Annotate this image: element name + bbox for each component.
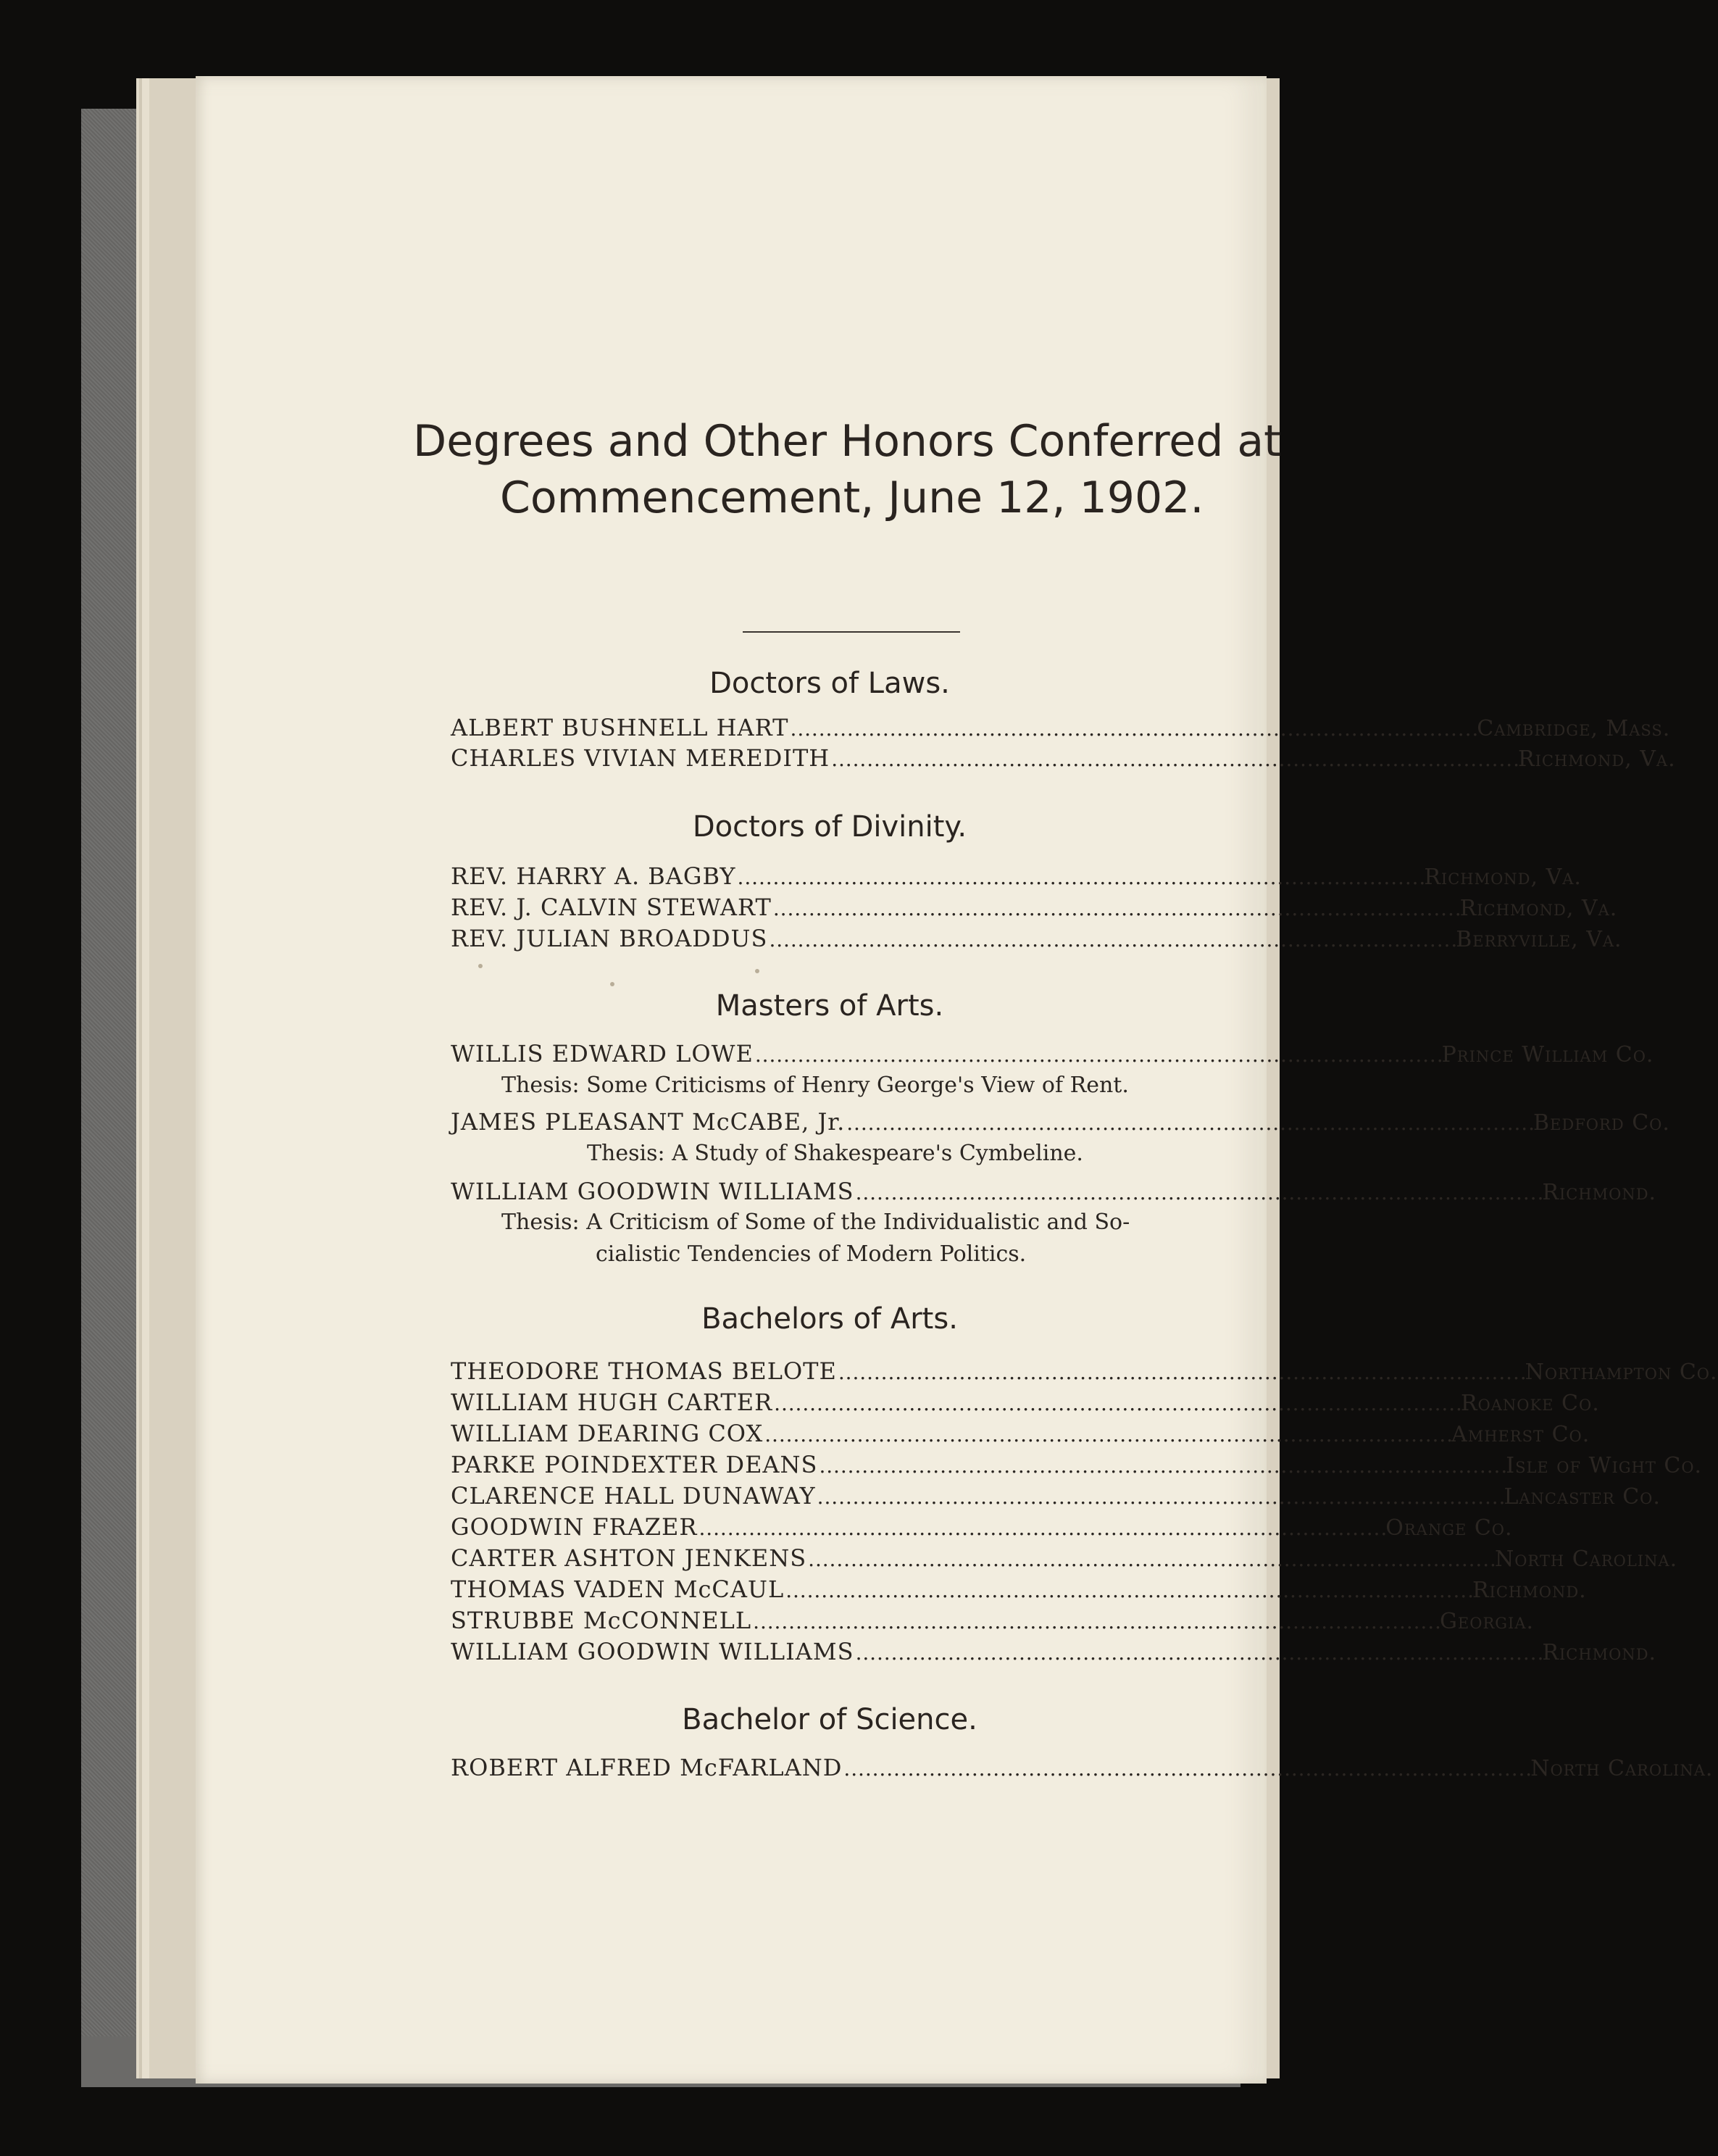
entry-name: ALBERT BUSHNELL HART bbox=[451, 714, 789, 741]
leader-dots bbox=[843, 1757, 1529, 1781]
leader-dots bbox=[846, 1111, 1532, 1135]
entry-row bbox=[451, 1040, 1654, 1067]
leader-dots bbox=[819, 1454, 1504, 1478]
title-line-1: Degrees and Other Honors Conferred at bbox=[413, 416, 1281, 467]
leader-dots bbox=[808, 1547, 1493, 1571]
entry-row bbox=[451, 1451, 1703, 1478]
entry-name: WILLIAM GOODWIN WILLIAMS bbox=[451, 1638, 854, 1665]
entry-row bbox=[451, 1420, 1590, 1447]
entry-row bbox=[451, 744, 1676, 772]
title-line-2: Commencement, June 12, 1902. bbox=[500, 473, 1204, 523]
entry-name: REV. J. CALVIN STEWART bbox=[451, 894, 772, 921]
entry-place: North Carolina. bbox=[1530, 1756, 1714, 1781]
entry-name: WILLIAM HUGH CARTER bbox=[451, 1389, 773, 1416]
entry-name: THEODORE THOMAS BELOTE bbox=[451, 1357, 837, 1385]
leader-dots bbox=[831, 747, 1517, 771]
entry-place: Richmond, Va. bbox=[1424, 865, 1582, 890]
entry-place: Prince William Co. bbox=[1441, 1042, 1654, 1067]
heading-masters-of-arts: Masters of Arts. bbox=[715, 989, 944, 1023]
entry-name: CARTER ASHTON JENKENS bbox=[451, 1544, 807, 1572]
thesis-line: Thesis: A Study of Shakespeare's Cymbeline. bbox=[587, 1141, 1083, 1166]
title-rule bbox=[743, 631, 960, 633]
entry-place: Richmond, Va. bbox=[1517, 746, 1676, 772]
entry-row bbox=[451, 714, 1671, 741]
entry-place: Richmond, Va. bbox=[1459, 896, 1618, 921]
entry-row bbox=[451, 1482, 1661, 1510]
leader-dots bbox=[856, 1181, 1541, 1204]
leader-dots bbox=[838, 1360, 1524, 1384]
entry-place: North Carolina. bbox=[1494, 1547, 1678, 1572]
leader-dots bbox=[817, 1485, 1503, 1509]
entry-name: WILLIAM GOODWIN WILLIAMS bbox=[451, 1178, 854, 1205]
entry-name: ROBERT ALFRED McFARLAND bbox=[451, 1754, 843, 1781]
paper-speck bbox=[478, 964, 483, 968]
leader-dots bbox=[755, 1043, 1440, 1067]
leader-dots bbox=[774, 1391, 1459, 1415]
leader-dots bbox=[856, 1641, 1541, 1665]
thesis-line: cialistic Tendencies of Modern Politics. bbox=[596, 1241, 1027, 1267]
entry-place: Amherst Co. bbox=[1451, 1422, 1590, 1447]
entry-place: Bedford Co. bbox=[1533, 1110, 1670, 1136]
heading-doctors-of-divinity: Doctors of Divinity. bbox=[692, 810, 967, 844]
page-title bbox=[413, 413, 1283, 526]
entry-name: CHARLES VIVIAN MEREDITH bbox=[451, 744, 830, 772]
entry-place: Richmond. bbox=[1472, 1578, 1587, 1603]
entry-place: Cambridge, Mass. bbox=[1477, 716, 1671, 741]
page-content bbox=[196, 76, 1718, 2084]
entry-row bbox=[451, 1607, 1535, 1634]
entry-place: Georgia. bbox=[1439, 1609, 1535, 1634]
entry-name: GOODWIN FRAZER bbox=[451, 1513, 698, 1541]
heading-bachelors-of-arts: Bachelors of Arts. bbox=[701, 1302, 958, 1336]
entry-place: Berryville, Va. bbox=[1456, 927, 1622, 952]
entry-row bbox=[451, 1513, 1513, 1541]
entry-place: Lancaster Co. bbox=[1504, 1484, 1661, 1510]
entry-name: THOMAS VADEN McCAUL bbox=[451, 1576, 785, 1603]
entry-row bbox=[451, 1754, 1714, 1781]
leader-dots bbox=[773, 896, 1459, 920]
entry-row bbox=[451, 1544, 1678, 1572]
leader-dots bbox=[769, 928, 1454, 952]
heading-doctors-of-laws: Doctors of Laws. bbox=[709, 667, 950, 700]
leader-dots bbox=[738, 865, 1423, 889]
entry-row bbox=[451, 1389, 1600, 1416]
entry-place: Orange Co. bbox=[1385, 1515, 1513, 1541]
thesis-line: Thesis: A Criticism of Some of the Individualistic and So- bbox=[501, 1210, 1130, 1235]
thesis-line: Thesis: Some Criticisms of Henry George's View of Rent. bbox=[501, 1073, 1129, 1098]
entry-place: Roanoke Co. bbox=[1460, 1391, 1600, 1416]
entry-place: Northampton Co. bbox=[1525, 1360, 1718, 1385]
entry-row bbox=[451, 1638, 1657, 1665]
leader-dots bbox=[753, 1610, 1438, 1633]
entry-name: STRUBBE McCONNELL bbox=[451, 1607, 752, 1634]
heading-bachelor-of-science: Bachelor of Science. bbox=[682, 1703, 977, 1736]
entry-row bbox=[451, 1357, 1718, 1385]
entry-name: REV. HARRY A. BAGBY bbox=[451, 862, 736, 890]
entry-name: WILLIAM DEARING COX bbox=[451, 1420, 764, 1447]
entry-place: Isle of Wight Co. bbox=[1506, 1453, 1703, 1478]
entry-name: WILLIS EDWARD LOWE bbox=[451, 1040, 754, 1067]
entry-name: CLARENCE HALL DUNAWAY bbox=[451, 1482, 816, 1510]
leader-dots bbox=[785, 1578, 1471, 1602]
entry-name: JAMES PLEASANT McCABE, Jr. bbox=[451, 1108, 846, 1136]
entry-place: Richmond. bbox=[1542, 1640, 1657, 1665]
entry-name: REV. JULIAN BROADDUS bbox=[451, 925, 768, 952]
leader-dots bbox=[699, 1516, 1384, 1540]
leader-dots bbox=[764, 1423, 1450, 1447]
entry-row bbox=[451, 1108, 1670, 1136]
leader-dots bbox=[791, 717, 1476, 741]
entry-row bbox=[451, 862, 1582, 890]
paper-speck bbox=[610, 982, 614, 986]
entry-row bbox=[451, 925, 1622, 952]
entry-row bbox=[451, 1576, 1587, 1603]
paper-speck bbox=[755, 969, 759, 973]
entry-row bbox=[451, 894, 1618, 921]
entry-place: Richmond. bbox=[1542, 1180, 1657, 1205]
entry-row bbox=[451, 1178, 1657, 1205]
entry-name: PARKE POINDEXTER DEANS bbox=[451, 1451, 818, 1478]
book-page bbox=[196, 76, 1718, 2084]
